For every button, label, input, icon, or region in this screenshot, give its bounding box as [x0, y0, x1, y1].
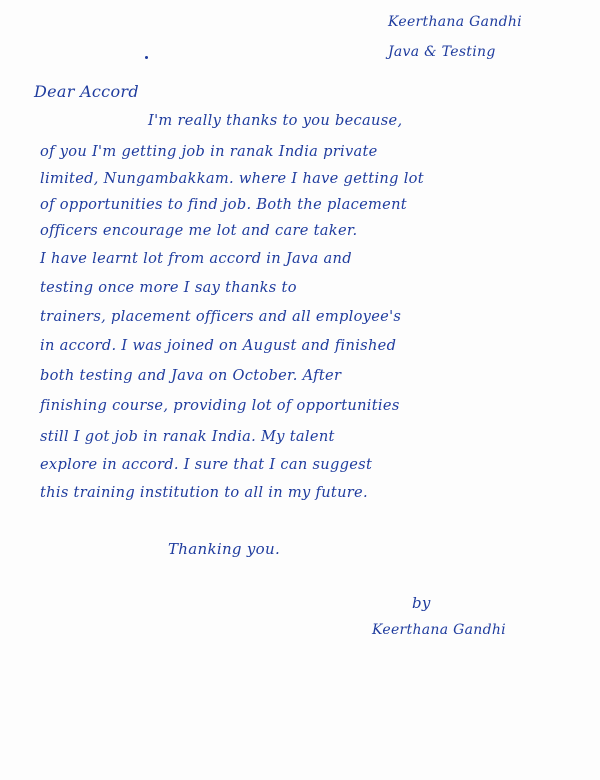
body-line: of opportunities to find job. Both the placement	[40, 196, 407, 213]
body-line: explore in accord. I sure that I can suggest	[40, 456, 373, 473]
body-line: this training institution to all in my future.	[40, 484, 368, 501]
body-line: officers encourage me lot and care taker.	[40, 222, 358, 239]
body-line: in accord. I was joined on August and finished	[40, 337, 397, 354]
salutation: Dear Accord	[34, 82, 139, 101]
body-line: trainers, placement officers and all employee's	[40, 308, 402, 325]
header-name: Keerthana Gandhi	[388, 14, 522, 30]
body-line: limited, Nungambakkam. where I have getting lot	[40, 170, 424, 187]
body-line: I have learnt lot from accord in Java and	[40, 250, 352, 267]
signoff-by: by	[412, 594, 431, 612]
body-line: finishing course, providing lot of opportunities	[40, 397, 400, 414]
signature: Keerthana Gandhi	[372, 622, 506, 638]
ink-dot	[145, 56, 148, 59]
body-line: testing once more I say thanks to	[40, 279, 297, 296]
closing: Thanking you.	[168, 540, 281, 558]
body-line: both testing and Java on October. After	[40, 367, 342, 384]
body-line: still I got job in ranak India. My talent	[40, 428, 335, 445]
header-course: Java & Testing	[388, 44, 496, 60]
body-line: of you I'm getting job in ranak India private	[40, 143, 378, 160]
body-line: I'm really thanks to you because,	[148, 112, 403, 129]
